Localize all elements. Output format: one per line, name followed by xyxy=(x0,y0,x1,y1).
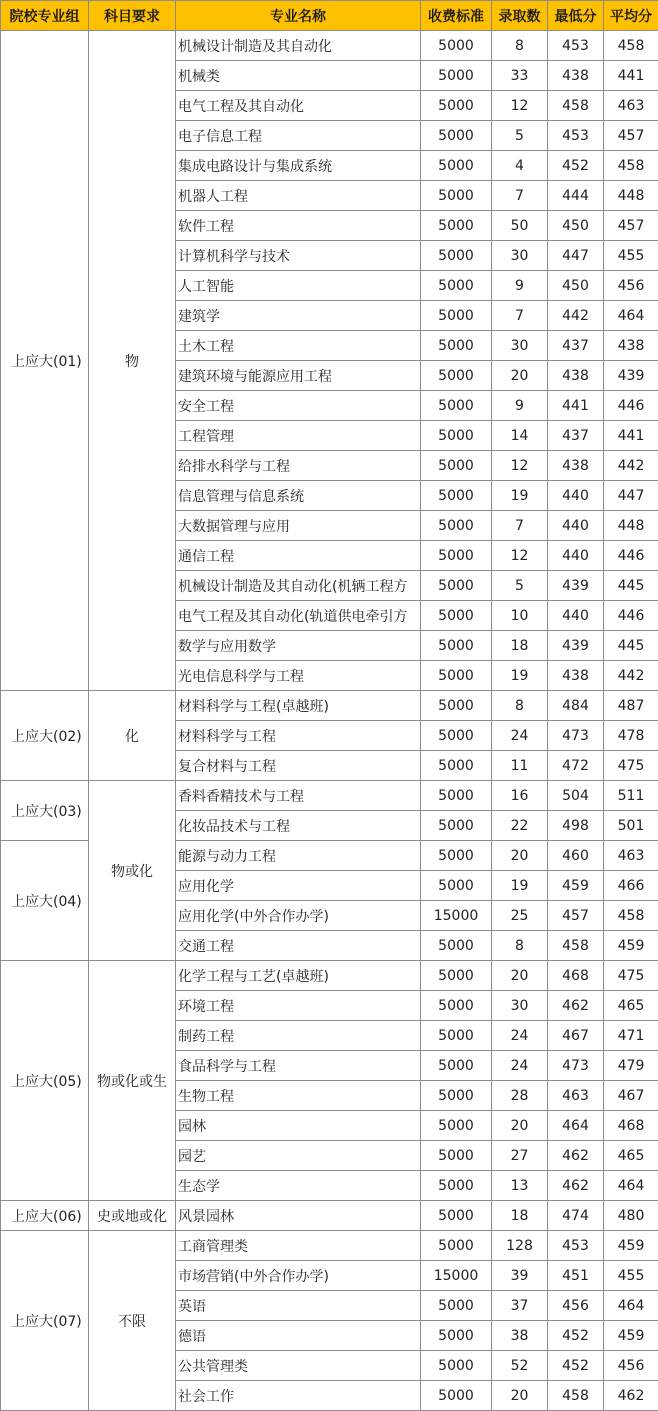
major-name-cell: 信息管理与信息系统 xyxy=(176,481,421,511)
fee-cell: 5000 xyxy=(421,961,492,991)
avg-score-cell: 455 xyxy=(604,1261,658,1291)
fee-cell: 5000 xyxy=(421,751,492,781)
admitted-count-cell: 20 xyxy=(492,961,548,991)
admitted-count-cell: 4 xyxy=(492,151,548,181)
min-score-cell: 440 xyxy=(548,511,604,541)
fee-cell: 5000 xyxy=(421,511,492,541)
fee-cell: 5000 xyxy=(421,601,492,631)
min-score-cell: 437 xyxy=(548,421,604,451)
fee-cell: 5000 xyxy=(421,241,492,271)
fee-cell: 5000 xyxy=(421,1051,492,1081)
group-code-cell: 上应大(05) xyxy=(1,961,89,1201)
min-score-cell: 439 xyxy=(548,631,604,661)
avg-score-cell: 447 xyxy=(604,481,658,511)
min-score-cell: 452 xyxy=(548,1321,604,1351)
admitted-count-cell: 7 xyxy=(492,181,548,211)
major-name-cell: 软件工程 xyxy=(176,211,421,241)
fee-cell: 5000 xyxy=(421,1351,492,1381)
major-name-cell: 材料科学与工程(卓越班) xyxy=(176,691,421,721)
min-score-cell: 468 xyxy=(548,961,604,991)
admitted-count-cell: 8 xyxy=(492,691,548,721)
major-name-cell: 给排水科学与工程 xyxy=(176,451,421,481)
min-score-cell: 484 xyxy=(548,691,604,721)
min-score-cell: 440 xyxy=(548,541,604,571)
major-name-cell: 应用化学(中外合作办学) xyxy=(176,901,421,931)
major-name-cell: 食品科学与工程 xyxy=(176,1051,421,1081)
subject-requirement-cell: 物或化或生 xyxy=(89,961,176,1201)
fee-cell: 5000 xyxy=(421,361,492,391)
avg-score-cell: 441 xyxy=(604,61,658,91)
min-score-cell: 439 xyxy=(548,571,604,601)
group-code-cell: 上应大(01) xyxy=(1,31,89,691)
avg-score-cell: 457 xyxy=(604,121,658,151)
subject-requirement-cell: 物或化 xyxy=(89,781,176,961)
subject-requirement-cell: 史或地或化 xyxy=(89,1201,176,1231)
major-name-cell: 环境工程 xyxy=(176,991,421,1021)
major-name-cell: 材料科学与工程 xyxy=(176,721,421,751)
min-score-cell: 462 xyxy=(548,991,604,1021)
fee-cell: 5000 xyxy=(421,691,492,721)
admitted-count-cell: 22 xyxy=(492,811,548,841)
fee-cell: 5000 xyxy=(421,571,492,601)
min-score-cell: 462 xyxy=(548,1171,604,1201)
min-score-cell: 453 xyxy=(548,1231,604,1261)
fee-cell: 15000 xyxy=(421,1261,492,1291)
major-name-cell: 电子信息工程 xyxy=(176,121,421,151)
major-name-cell: 光电信息科学与工程 xyxy=(176,661,421,691)
avg-score-cell: 441 xyxy=(604,421,658,451)
avg-score-cell: 464 xyxy=(604,301,658,331)
avg-score-cell: 487 xyxy=(604,691,658,721)
admitted-count-cell: 5 xyxy=(492,121,548,151)
fee-cell: 5000 xyxy=(421,931,492,961)
admitted-count-cell: 7 xyxy=(492,511,548,541)
admitted-count-cell: 9 xyxy=(492,271,548,301)
major-name-cell: 工商管理类 xyxy=(176,1231,421,1261)
major-name-cell: 电气工程及其自动化 xyxy=(176,91,421,121)
fee-cell: 5000 xyxy=(421,541,492,571)
fee-cell: 5000 xyxy=(421,1141,492,1171)
admitted-count-cell: 13 xyxy=(492,1171,548,1201)
admitted-count-cell: 28 xyxy=(492,1081,548,1111)
min-score-cell: 438 xyxy=(548,361,604,391)
admitted-count-cell: 128 xyxy=(492,1231,548,1261)
admitted-count-cell: 20 xyxy=(492,1381,548,1411)
admitted-count-cell: 33 xyxy=(492,61,548,91)
fee-cell: 5000 xyxy=(421,631,492,661)
major-name-cell: 社会工作 xyxy=(176,1381,421,1411)
subject-requirement-cell: 不限 xyxy=(89,1231,176,1411)
min-score-cell: 453 xyxy=(548,31,604,61)
admitted-count-cell: 30 xyxy=(492,331,548,361)
min-score-cell: 458 xyxy=(548,1381,604,1411)
admitted-count-cell: 30 xyxy=(492,991,548,1021)
min-score-cell: 438 xyxy=(548,61,604,91)
admitted-count-cell: 19 xyxy=(492,871,548,901)
major-name-cell: 安全工程 xyxy=(176,391,421,421)
major-name-cell: 化学工程与工艺(卓越班) xyxy=(176,961,421,991)
admitted-count-cell: 12 xyxy=(492,451,548,481)
avg-score-cell: 459 xyxy=(604,931,658,961)
avg-score-cell: 455 xyxy=(604,241,658,271)
major-name-cell: 机械设计制造及其自动化 xyxy=(176,31,421,61)
avg-score-cell: 448 xyxy=(604,181,658,211)
fee-cell: 5000 xyxy=(421,811,492,841)
major-name-cell: 机器人工程 xyxy=(176,181,421,211)
min-score-cell: 456 xyxy=(548,1291,604,1321)
fee-cell: 5000 xyxy=(421,1381,492,1411)
major-name-cell: 机械设计制造及其自动化(机辆工程方 xyxy=(176,571,421,601)
table-row xyxy=(1,691,658,721)
avg-score-cell: 456 xyxy=(604,1351,658,1381)
admitted-count-cell: 37 xyxy=(492,1291,548,1321)
fee-cell: 5000 xyxy=(421,1321,492,1351)
header-fee: 收费标准 xyxy=(421,1,492,31)
avg-score-cell: 446 xyxy=(604,601,658,631)
admitted-count-cell: 7 xyxy=(492,301,548,331)
avg-score-cell: 458 xyxy=(604,31,658,61)
major-name-cell: 香料香精技术与工程 xyxy=(176,781,421,811)
admitted-count-cell: 11 xyxy=(492,751,548,781)
fee-cell: 5000 xyxy=(421,721,492,751)
major-name-cell: 能源与动力工程 xyxy=(176,841,421,871)
header-group: 院校专业组 xyxy=(1,1,89,31)
major-name-cell: 集成电路设计与集成系统 xyxy=(176,151,421,181)
table-row xyxy=(1,31,658,61)
admitted-count-cell: 38 xyxy=(492,1321,548,1351)
major-name-cell: 数学与应用数学 xyxy=(176,631,421,661)
min-score-cell: 451 xyxy=(548,1261,604,1291)
group-code-cell: 上应大(03) xyxy=(1,781,89,841)
fee-cell: 5000 xyxy=(421,181,492,211)
table-row xyxy=(1,1201,658,1231)
group-code-cell: 上应大(02) xyxy=(1,691,89,781)
avg-score-cell: 457 xyxy=(604,211,658,241)
fee-cell: 5000 xyxy=(421,451,492,481)
min-score-cell: 452 xyxy=(548,1351,604,1381)
min-score-cell: 504 xyxy=(548,781,604,811)
min-score-cell: 438 xyxy=(548,451,604,481)
major-name-cell: 德语 xyxy=(176,1321,421,1351)
major-name-cell: 工程管理 xyxy=(176,421,421,451)
fee-cell: 5000 xyxy=(421,331,492,361)
major-name-cell: 风景园林 xyxy=(176,1201,421,1231)
major-name-cell: 机械类 xyxy=(176,61,421,91)
min-score-cell: 473 xyxy=(548,721,604,751)
min-score-cell: 440 xyxy=(548,481,604,511)
min-score-cell: 460 xyxy=(548,841,604,871)
fee-cell: 5000 xyxy=(421,91,492,121)
fee-cell: 5000 xyxy=(421,121,492,151)
group-code-cell: 上应大(04) xyxy=(1,841,89,961)
avg-score-cell: 438 xyxy=(604,331,658,361)
min-score-cell: 467 xyxy=(548,1021,604,1051)
admitted-count-cell: 5 xyxy=(492,571,548,601)
fee-cell: 5000 xyxy=(421,211,492,241)
major-name-cell: 建筑学 xyxy=(176,301,421,331)
min-score-cell: 458 xyxy=(548,931,604,961)
major-name-cell: 人工智能 xyxy=(176,271,421,301)
avg-score-cell: 479 xyxy=(604,1051,658,1081)
admitted-count-cell: 12 xyxy=(492,91,548,121)
major-name-cell: 电气工程及其自动化(轨道供电牵引方 xyxy=(176,601,421,631)
admitted-count-cell: 18 xyxy=(492,1201,548,1231)
avg-score-cell: 442 xyxy=(604,661,658,691)
min-score-cell: 437 xyxy=(548,331,604,361)
avg-score-cell: 468 xyxy=(604,1111,658,1141)
avg-score-cell: 511 xyxy=(604,781,658,811)
major-name-cell: 公共管理类 xyxy=(176,1351,421,1381)
min-score-cell: 452 xyxy=(548,151,604,181)
admitted-count-cell: 8 xyxy=(492,931,548,961)
admitted-count-cell: 18 xyxy=(492,631,548,661)
fee-cell: 5000 xyxy=(421,661,492,691)
avg-score-cell: 459 xyxy=(604,1321,658,1351)
table-row xyxy=(1,781,658,811)
avg-score-cell: 471 xyxy=(604,1021,658,1051)
avg-score-cell: 439 xyxy=(604,361,658,391)
fee-cell: 5000 xyxy=(421,391,492,421)
fee-cell: 5000 xyxy=(421,31,492,61)
major-name-cell: 市场营销(中外合作办学) xyxy=(176,1261,421,1291)
admitted-count-cell: 19 xyxy=(492,481,548,511)
header-row xyxy=(1,1,658,31)
fee-cell: 5000 xyxy=(421,871,492,901)
min-score-cell: 459 xyxy=(548,871,604,901)
min-score-cell: 458 xyxy=(548,91,604,121)
admitted-count-cell: 24 xyxy=(492,1021,548,1051)
major-name-cell: 制药工程 xyxy=(176,1021,421,1051)
avg-score-cell: 475 xyxy=(604,751,658,781)
min-score-cell: 444 xyxy=(548,181,604,211)
subject-requirement-cell: 物 xyxy=(89,31,176,691)
min-score-cell: 438 xyxy=(548,661,604,691)
admitted-count-cell: 20 xyxy=(492,361,548,391)
major-name-cell: 交通工程 xyxy=(176,931,421,961)
min-score-cell: 441 xyxy=(548,391,604,421)
major-name-cell: 复合材料与工程 xyxy=(176,751,421,781)
admitted-count-cell: 50 xyxy=(492,211,548,241)
avg-score-cell: 442 xyxy=(604,451,658,481)
admitted-count-cell: 10 xyxy=(492,601,548,631)
avg-score-cell: 446 xyxy=(604,391,658,421)
avg-score-cell: 478 xyxy=(604,721,658,751)
table-row xyxy=(1,1231,658,1261)
avg-score-cell: 467 xyxy=(604,1081,658,1111)
fee-cell: 5000 xyxy=(421,481,492,511)
major-name-cell: 通信工程 xyxy=(176,541,421,571)
avg-score-cell: 456 xyxy=(604,271,658,301)
min-score-cell: 447 xyxy=(548,241,604,271)
admitted-count-cell: 24 xyxy=(492,1051,548,1081)
admitted-count-cell: 8 xyxy=(492,31,548,61)
fee-cell: 5000 xyxy=(421,301,492,331)
avg-score-cell: 466 xyxy=(604,871,658,901)
avg-score-cell: 464 xyxy=(604,1291,658,1321)
avg-score-cell: 445 xyxy=(604,571,658,601)
subject-requirement-cell: 化 xyxy=(89,691,176,781)
admitted-count-cell: 27 xyxy=(492,1141,548,1171)
major-name-cell: 计算机科学与技术 xyxy=(176,241,421,271)
fee-cell: 5000 xyxy=(421,271,492,301)
header-subject: 科目要求 xyxy=(89,1,176,31)
header-avg-score: 平均分 xyxy=(604,1,658,31)
avg-score-cell: 480 xyxy=(604,1201,658,1231)
avg-score-cell: 458 xyxy=(604,901,658,931)
avg-score-cell: 475 xyxy=(604,961,658,991)
min-score-cell: 473 xyxy=(548,1051,604,1081)
avg-score-cell: 464 xyxy=(604,1171,658,1201)
major-name-cell: 园林 xyxy=(176,1111,421,1141)
fee-cell: 5000 xyxy=(421,1171,492,1201)
major-name-cell: 化妆品技术与工程 xyxy=(176,811,421,841)
table-row xyxy=(1,961,658,991)
major-name-cell: 大数据管理与应用 xyxy=(176,511,421,541)
admitted-count-cell: 52 xyxy=(492,1351,548,1381)
min-score-cell: 462 xyxy=(548,1141,604,1171)
major-name-cell: 应用化学 xyxy=(176,871,421,901)
min-score-cell: 440 xyxy=(548,601,604,631)
fee-cell: 5000 xyxy=(421,781,492,811)
admitted-count-cell: 19 xyxy=(492,661,548,691)
fee-cell: 15000 xyxy=(421,901,492,931)
fee-cell: 5000 xyxy=(421,61,492,91)
avg-score-cell: 463 xyxy=(604,91,658,121)
major-name-cell: 园艺 xyxy=(176,1141,421,1171)
group-code-cell: 上应大(06) xyxy=(1,1201,89,1231)
fee-cell: 5000 xyxy=(421,1291,492,1321)
header-min-score: 最低分 xyxy=(548,1,604,31)
major-name-cell: 建筑环境与能源应用工程 xyxy=(176,361,421,391)
avg-score-cell: 459 xyxy=(604,1231,658,1261)
min-score-cell: 463 xyxy=(548,1081,604,1111)
min-score-cell: 450 xyxy=(548,211,604,241)
fee-cell: 5000 xyxy=(421,841,492,871)
min-score-cell: 457 xyxy=(548,901,604,931)
admitted-count-cell: 39 xyxy=(492,1261,548,1291)
major-name-cell: 土木工程 xyxy=(176,331,421,361)
admitted-count-cell: 16 xyxy=(492,781,548,811)
group-code-cell: 上应大(07) xyxy=(1,1231,89,1411)
major-name-cell: 英语 xyxy=(176,1291,421,1321)
admitted-count-cell: 12 xyxy=(492,541,548,571)
min-score-cell: 450 xyxy=(548,271,604,301)
admitted-count-cell: 25 xyxy=(492,901,548,931)
min-score-cell: 498 xyxy=(548,811,604,841)
fee-cell: 5000 xyxy=(421,1021,492,1051)
admitted-count-cell: 14 xyxy=(492,421,548,451)
admitted-count-cell: 24 xyxy=(492,721,548,751)
fee-cell: 5000 xyxy=(421,1231,492,1261)
fee-cell: 5000 xyxy=(421,1111,492,1141)
fee-cell: 5000 xyxy=(421,421,492,451)
avg-score-cell: 465 xyxy=(604,1141,658,1171)
admitted-count-cell: 30 xyxy=(492,241,548,271)
min-score-cell: 474 xyxy=(548,1201,604,1231)
min-score-cell: 464 xyxy=(548,1111,604,1141)
admitted-count-cell: 20 xyxy=(492,1111,548,1141)
fee-cell: 5000 xyxy=(421,1081,492,1111)
min-score-cell: 442 xyxy=(548,301,604,331)
fee-cell: 5000 xyxy=(421,1201,492,1231)
header-admitted: 录取数 xyxy=(492,1,548,31)
avg-score-cell: 448 xyxy=(604,511,658,541)
avg-score-cell: 462 xyxy=(604,1381,658,1411)
min-score-cell: 472 xyxy=(548,751,604,781)
avg-score-cell: 458 xyxy=(604,151,658,181)
header-major: 专业名称 xyxy=(176,1,421,31)
avg-score-cell: 446 xyxy=(604,541,658,571)
avg-score-cell: 465 xyxy=(604,991,658,1021)
admitted-count-cell: 9 xyxy=(492,391,548,421)
avg-score-cell: 445 xyxy=(604,631,658,661)
avg-score-cell: 463 xyxy=(604,841,658,871)
avg-score-cell: 501 xyxy=(604,811,658,841)
major-name-cell: 生态学 xyxy=(176,1171,421,1201)
fee-cell: 5000 xyxy=(421,991,492,1021)
major-name-cell: 生物工程 xyxy=(176,1081,421,1111)
fee-cell: 5000 xyxy=(421,151,492,181)
min-score-cell: 453 xyxy=(548,121,604,151)
admitted-count-cell: 20 xyxy=(492,841,548,871)
